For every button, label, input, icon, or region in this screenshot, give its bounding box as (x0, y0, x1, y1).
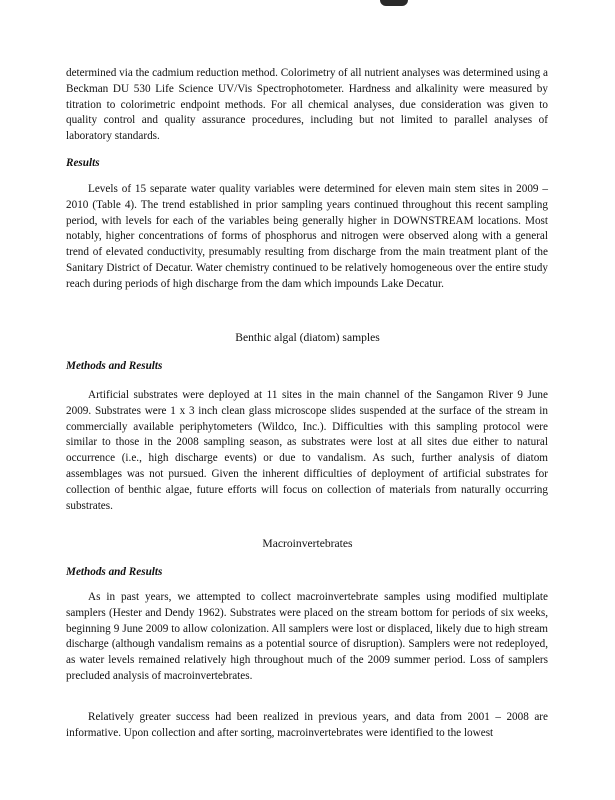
macro-methods-heading: Methods and Results (66, 566, 163, 578)
macro-text: As in past years, we attempted to collect macroinvertebrate samples using modified multiplate samplers (Hester and Dendy 1962). Substrates were placed on the stream bottom for periods of six weeks, beginning 9 June 2009 to allow colonization. All samplers were lost or displaced, likely due to high stream discharge (although vandalism remains as a potential source of disruption). Samplers were not redeployed, as water levels remained relatively high throughout much of the 2009 summer period. Loss of samplers precluded analysis of macroinvertebrates. (66, 591, 548, 682)
chemistry-text: determined via the cadmium reduction method. Colorimetry of all nutrient analyses was determined using a Beckman DU 530 Life Science UV/Vis Spectrophotometer. Hardness and alkalinity were measured by titration to colorimetric endpoint methods. For all chemical analyses, due consideration was given to quality control and quality assurance procedures, including but not limited to parallel analyses of laboratory standards. (66, 67, 548, 143)
benthic-text: Artificial substrates were deployed at 11 sites in the main channel of the Sangamon River 9 June 2009. Substrates were 1 x 3 inch clean glass microscope slides suspended at the surface of the stream in commercially available periphytometers (Wildco, Inc.). Difficulties with this sampling protocol were similar to those in the 2008 sampling season, as substrates were lost at all sites due either to natural occurrence (i.e., high discharge events) or due to vandalism. As such, further analysis of diatom assemblages was not pursued. Given the inherent difficulties of deployment of artificial substrates for collection of benthic algae, future efforts will focus on collection of materials from naturally occurring substrates. (66, 389, 548, 512)
chemistry-paragraph (66, 66, 548, 145)
results-text: Levels of 15 separate water quality variables were determined for eleven main stem sites in 2009 – 2010 (Table 4). The trend established in prior sampling years continued throughout this recent sampling period, with levels for each of the variables being generally higher in DOWNSTREAM locations. Most notably, higher concentrations of forms of phosphorus and nitrogen were observed along with a general trend of elevated conductivity, presumably resulting from discharge from the main treatment plant of the Sanitary District of Decatur. Water chemistry continued to be relatively homogeneous over the entire study reach during periods of high discharge from the dam which impounds Lake Decatur. (66, 183, 548, 290)
macro-paragraph (66, 590, 548, 685)
results-paragraph (66, 182, 548, 293)
macro-prior-text: Relatively greater success had been realized in previous years, and data from 2001 – 2008 are informative. Upon collection and after sorting, macroinvertebrates were identified to the lowest (66, 711, 548, 739)
benthic-methods-heading: Methods and Results (66, 360, 163, 372)
benthic-heading: Benthic algal (diatom) samples (235, 331, 380, 344)
results-heading: Results (66, 157, 100, 169)
scan-artifact-mark (380, 0, 408, 6)
macro-heading: Macroinvertebrates (262, 537, 353, 550)
benthic-paragraph (66, 388, 548, 514)
macro-prior-paragraph (66, 710, 548, 742)
